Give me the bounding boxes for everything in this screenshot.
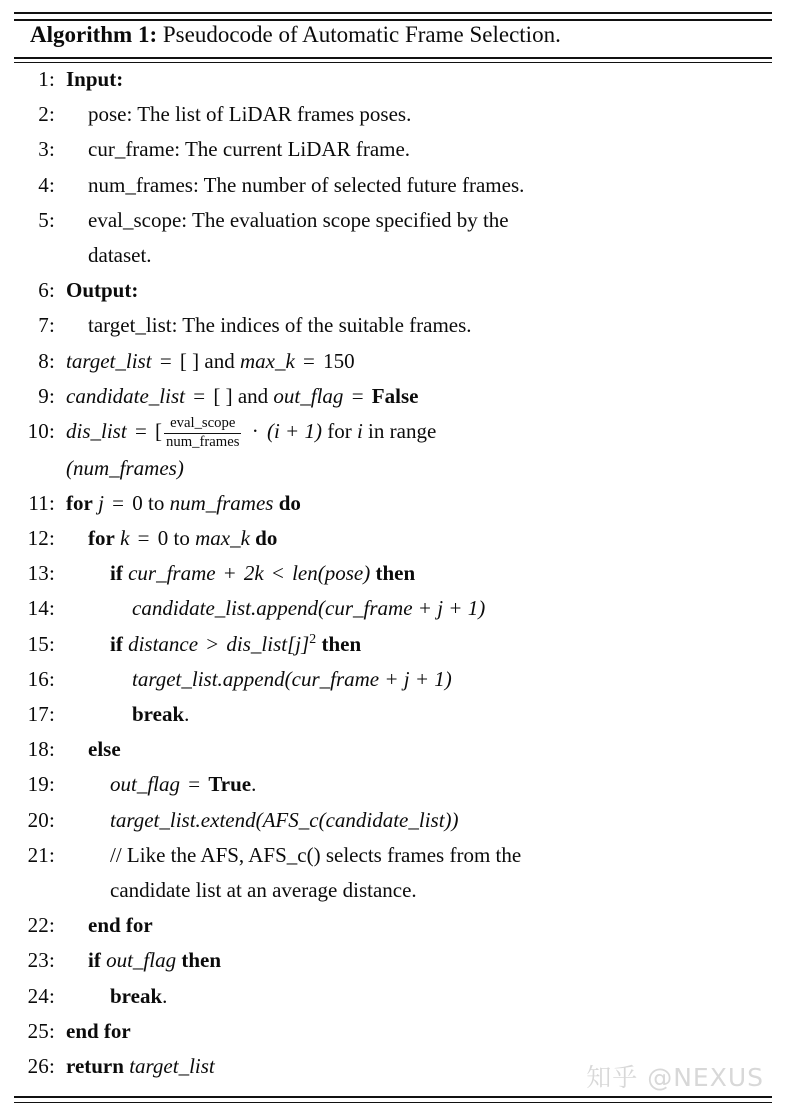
operator-equals: = xyxy=(159,348,172,373)
period: . xyxy=(251,772,257,797)
algorithm-line xyxy=(14,662,772,697)
fraction-eval-scope-over-num-frames xyxy=(164,416,241,451)
exponent-two: 2 xyxy=(309,630,317,646)
input-param-num-frames: num_frames: The number of selected future frames. xyxy=(88,172,525,197)
input-param-eval-scope: eval_scope: The evaluation scope specified by the xyxy=(88,207,509,232)
algorithm-line xyxy=(14,979,772,1014)
line-number: 18: xyxy=(27,737,55,762)
range-argument: (num_frames) xyxy=(66,455,184,480)
period: . xyxy=(184,701,190,726)
var-target-list: target_list xyxy=(66,348,152,373)
call-target-list-extend: target_list.extend(AFS_c(candidate_list)) xyxy=(110,807,459,832)
keyword-if: if xyxy=(110,561,123,586)
keyword-return: return xyxy=(66,1054,124,1078)
operator-plus: + xyxy=(223,561,236,586)
algorithm-line xyxy=(14,344,772,379)
input-param-pose: pose: The list of LiDAR frames poses. xyxy=(88,102,412,127)
line-number: 10: xyxy=(27,419,55,444)
algorithm-line xyxy=(14,1014,772,1049)
line-number: 2: xyxy=(38,102,55,127)
algorithm-line xyxy=(14,943,772,978)
keyword-for: for xyxy=(88,525,115,550)
line-number: 23: xyxy=(27,948,55,973)
algorithm-caption-text: Pseudocode of Automatic Frame Selection. xyxy=(162,22,561,47)
var-dis-list: dis_list xyxy=(66,419,127,444)
keyword-if: if xyxy=(110,631,123,656)
algorithm-line xyxy=(14,591,772,626)
output-param-target-list: target_list: The indices of the suitable frames. xyxy=(88,313,472,338)
var-i: i xyxy=(356,419,363,444)
line-number: 8: xyxy=(38,348,55,373)
keyword-then: then xyxy=(181,948,222,973)
line-content xyxy=(66,697,772,732)
line-number: 21: xyxy=(27,842,55,867)
line-number: 26: xyxy=(27,1054,55,1078)
algorithm-line xyxy=(14,908,772,943)
line-content xyxy=(66,203,772,273)
line-number: 25: xyxy=(27,1018,55,1043)
line-number: 3: xyxy=(38,137,55,162)
algorithm-line xyxy=(14,379,772,414)
comment-afs-c-cont: candidate list at an average distance. xyxy=(110,877,417,902)
value-true: True xyxy=(208,772,252,797)
line-content xyxy=(66,132,772,167)
list-open-bracket: [ xyxy=(155,419,163,444)
line-number: 16: xyxy=(27,666,55,691)
line-number: 9: xyxy=(38,383,55,408)
line-content xyxy=(66,838,772,908)
algorithm-line xyxy=(14,697,772,732)
line-content xyxy=(66,521,772,556)
call-len-pose: len(pose) xyxy=(292,561,371,586)
keyword-in-range: in range xyxy=(368,419,437,444)
line-content xyxy=(66,979,772,1014)
var-target-list: target_list xyxy=(129,1054,215,1078)
line-number: 12: xyxy=(27,525,55,550)
empty-list-literal: [ ] xyxy=(213,383,233,408)
algorithm-caption-label: Algorithm 1: xyxy=(30,22,158,47)
line-number: 17: xyxy=(27,701,55,726)
algorithm-line xyxy=(14,627,772,662)
operator-multiply: · xyxy=(251,419,259,444)
algorithm-line xyxy=(14,62,772,97)
keyword-else: else xyxy=(88,737,121,762)
line-content xyxy=(66,767,772,802)
var-max-k: max_k xyxy=(239,348,295,373)
keyword-output: Output: xyxy=(66,278,139,303)
line-number: 13: xyxy=(27,561,55,586)
line-content xyxy=(66,62,772,97)
keyword-for: for xyxy=(66,490,93,515)
algorithm-line xyxy=(14,521,772,556)
line-content xyxy=(66,556,772,591)
var-out-flag: out_flag xyxy=(273,383,344,408)
line-content xyxy=(66,97,772,132)
loop-var-j: j xyxy=(98,490,104,515)
operator-equals: = xyxy=(188,772,201,797)
line-content xyxy=(66,344,772,379)
line-number: 5: xyxy=(38,207,55,232)
algorithm-line xyxy=(14,97,772,132)
loop-var-k: k xyxy=(120,525,130,550)
var-candidate-list: candidate_list xyxy=(66,383,185,408)
line-number: 15: xyxy=(27,631,55,656)
term-two-k: 2k xyxy=(243,561,264,586)
algorithm-line xyxy=(14,168,772,203)
algorithm-line xyxy=(14,132,772,167)
line-content xyxy=(66,591,772,626)
line-content xyxy=(66,732,772,767)
line-number: 14: xyxy=(27,596,55,621)
operator-equals: = xyxy=(303,348,315,373)
keyword-to: to xyxy=(173,525,190,550)
keyword-break: break xyxy=(110,983,163,1008)
empty-list-literal: [ ] xyxy=(179,348,200,373)
algorithm-line xyxy=(14,414,772,486)
algorithm-caption xyxy=(30,20,561,50)
operator-equals: = xyxy=(112,490,125,515)
keyword-do: do xyxy=(255,525,278,550)
line-content xyxy=(66,379,772,414)
line-number: 11: xyxy=(28,490,55,515)
input-param-eval-scope-cont: dataset. xyxy=(88,243,152,268)
line-number: 22: xyxy=(27,913,55,938)
keyword-then: then xyxy=(321,631,362,656)
period: . xyxy=(162,983,168,1008)
watermark: 知乎 @NEXUS xyxy=(586,1063,764,1092)
term-i-plus-one: (i + 1) xyxy=(266,419,322,444)
loop-limit-max-k: max_k xyxy=(195,525,250,550)
call-target-list-append: target_list.append(cur_frame + j + 1) xyxy=(132,666,452,691)
call-candidate-list-append: candidate_list.append(cur_frame + j + 1) xyxy=(132,596,486,621)
keyword-for: for xyxy=(327,419,352,444)
keyword-input: Input: xyxy=(66,67,124,91)
algorithm-line xyxy=(14,732,772,767)
line-content xyxy=(66,1014,772,1049)
fraction-denominator: num_frames xyxy=(166,433,240,450)
keyword-to: to xyxy=(148,490,165,515)
line-number: 6: xyxy=(38,278,55,303)
input-param-cur-frame: cur_frame: The current LiDAR frame. xyxy=(88,137,411,162)
line-content xyxy=(66,168,772,203)
keyword-do: do xyxy=(278,490,301,515)
var-distance: distance xyxy=(128,631,199,656)
operator-less-than: < xyxy=(272,561,284,586)
line-content xyxy=(66,662,772,697)
operator-greater-than: > xyxy=(206,631,219,656)
algorithm-line xyxy=(14,556,772,591)
keyword-end-for: end for xyxy=(88,913,153,938)
conjunction-and: and xyxy=(237,383,269,408)
value-max-k: 150 xyxy=(323,348,355,373)
line-content xyxy=(66,486,772,521)
line-number: 4: xyxy=(38,172,55,197)
loop-start-value: 0 xyxy=(157,525,169,550)
index-dis-list-j: dis_list[j] xyxy=(226,631,310,656)
var-out-flag: out_flag xyxy=(106,948,177,973)
algorithm-line xyxy=(14,803,772,838)
line-number: 1: xyxy=(38,67,55,91)
operator-equals: = xyxy=(351,383,364,408)
keyword-end-for: end for xyxy=(66,1018,131,1043)
loop-start-value: 0 xyxy=(132,490,143,515)
line-number: 24: xyxy=(27,983,55,1008)
algorithm-line xyxy=(14,308,772,343)
line-content xyxy=(66,803,772,838)
conjunction-and: and xyxy=(204,348,235,373)
rule-bottom xyxy=(14,1096,772,1103)
algorithm-line xyxy=(14,838,772,908)
loop-limit-num-frames: num_frames xyxy=(169,490,274,515)
line-content xyxy=(66,943,772,978)
keyword-then: then xyxy=(375,561,416,586)
var-cur-frame: cur_frame xyxy=(128,561,216,586)
line-content xyxy=(66,308,772,343)
fraction-numerator: eval_scope xyxy=(164,416,241,434)
line-content xyxy=(66,414,772,486)
keyword-if: if xyxy=(88,948,101,973)
line-content xyxy=(66,273,772,308)
algorithm-line xyxy=(14,767,772,802)
keyword-break: break xyxy=(132,701,185,726)
line-number: 7: xyxy=(38,313,55,338)
comment-afs-c: // Like the AFS, AFS_c() selects frames from the xyxy=(110,842,522,867)
line-content xyxy=(66,908,772,943)
algorithm-lines xyxy=(14,62,772,1084)
algorithm-line xyxy=(14,486,772,521)
line-content xyxy=(66,627,772,662)
line-number: 19: xyxy=(27,772,55,797)
algorithm-line xyxy=(14,203,772,273)
operator-equals: = xyxy=(193,383,206,408)
var-out-flag: out_flag xyxy=(110,772,181,797)
algorithm-line xyxy=(14,273,772,308)
operator-equals: = xyxy=(137,525,150,550)
line-number: 20: xyxy=(27,807,55,832)
value-false: False xyxy=(371,383,419,408)
operator-equals: = xyxy=(134,419,147,444)
